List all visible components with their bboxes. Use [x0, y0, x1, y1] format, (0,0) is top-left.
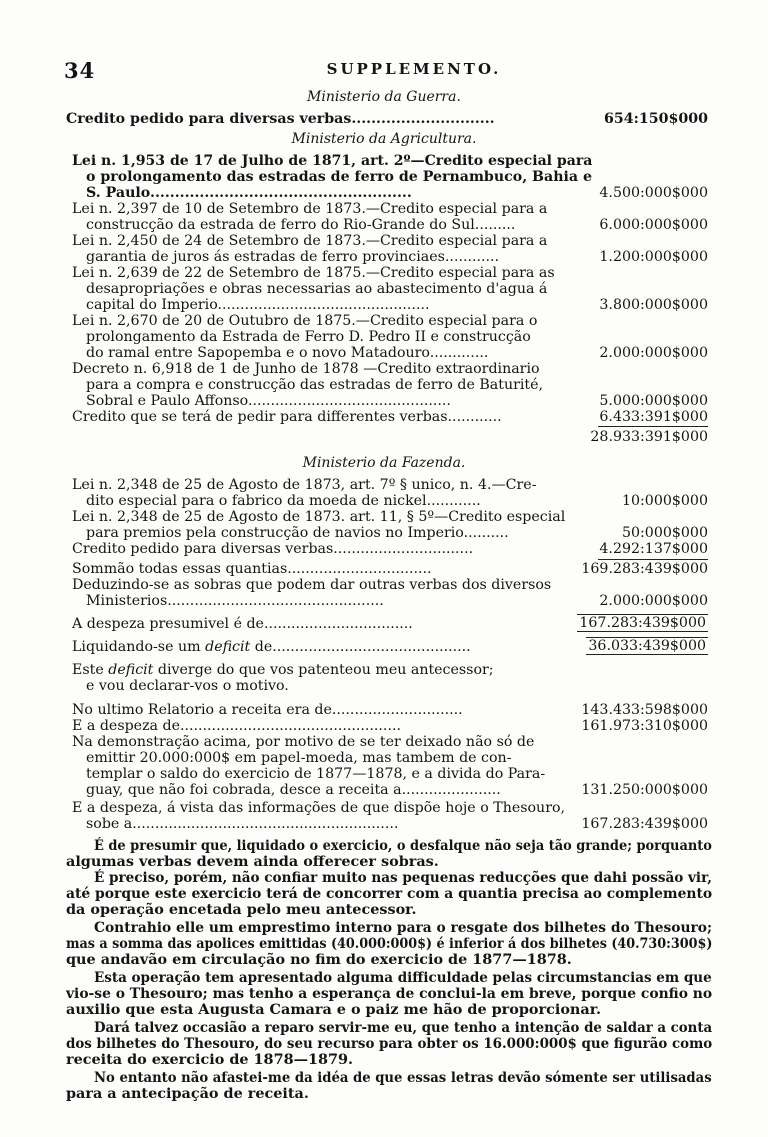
sum-rule	[598, 559, 708, 560]
vista-amount: 167.283:439$000	[581, 816, 708, 832]
este-line-1: Este deficit diverge do que vos patenteou meu antecessor;	[72, 662, 494, 678]
guerra-credit-amount: 654:150$000	[604, 111, 708, 127]
agri-entry-4-line-1: Lei n. 2,639 de 22 de Setembro de 1875.—Credito especial para as	[72, 265, 555, 281]
deduct-line-1: Deduzindo-se as sobras que podem dar outras verbas dos diversos	[72, 577, 552, 593]
agri-entry-2-line-1: Lei n. 2,397 de 10 de Setembro de 1873.—Credito especial para a	[72, 201, 548, 217]
agri-entry-2-line-2: construcção da estrada de ferro do Rio-Grande do Sul.........	[86, 217, 516, 233]
demo-line-3: templar o saldo do exercicio de 1877—1878, e a divida do Para-	[86, 766, 546, 782]
agri-entry-3-line-1: Lei n. 2,450 de 24 de Setembro de 1873.—Credito especial para a	[72, 233, 548, 249]
agri-entry-6-line-1: Decreto n. 6,918 de 1 de Junho de 1878 —Credito extraordinario	[72, 361, 540, 377]
agri-entry-5-line-2: prolongamento da Estrada de Ferro D. Pedro II e construcção	[86, 329, 531, 345]
para-4-line-1: Esta operação tem apresentado alguma difficuldade pelas circumstancias em que	[94, 969, 712, 986]
sum-amount: 169.283:439$000	[581, 561, 708, 577]
agri-entry-5-line-1: Lei n. 2,670 de 20 de Outubro de 1875.—Credito especial para o	[72, 313, 538, 329]
para-3-line-2: mas a somma das apolices emittidas (40.000:000$) é inferior á dos bilhetes (40.730:300$)	[66, 935, 713, 952]
para-1-line-1: É de presumir que, liquidado o exercicio, o desfalque não seja tão grande; porquanto	[94, 837, 712, 854]
para-2-line-2: até porque este exercicio terá de concorrer com a quantia precisa ao complemento	[66, 885, 713, 902]
section-heading-fazenda: Ministerio da Fazenda.	[302, 455, 466, 471]
agri-entry-4-amount: 3.800:000$000	[599, 297, 708, 313]
para-2-line-3: da operação encetada pelo meu antecessor.	[66, 901, 417, 918]
agri-entry-6-line-3: Sobral e Paulo Affonso.............................................	[86, 393, 451, 409]
section-heading-guerra: Ministerio da Guerra.	[307, 89, 461, 105]
agri-entry-1-line-3: S. Paulo.....................................................	[86, 185, 412, 201]
despeza-label: E a despeza de.................................................	[72, 718, 401, 734]
section-heading-agricultura: Ministerio da Agricultura.	[291, 131, 477, 147]
page-number: 34	[64, 58, 96, 83]
receita-amount: 143.433:598$000	[581, 702, 708, 718]
agri-entry-5-amount: 2.000:000$000	[599, 345, 708, 361]
para-1-line-2: algumas verbas devem ainda offerecer sobras.	[66, 853, 439, 870]
para-5-line-3: receita do exercicio de 1878—1879.	[66, 1051, 354, 1068]
deficit-amount: 36.033:439$000	[588, 638, 706, 654]
agri-total-rule	[598, 426, 708, 427]
faz-entry-3-line-1: Credito pedido para diversas verbas...............................	[72, 541, 474, 557]
agri-entry-5-line-3: do ramal entre Sapopemba e o novo Matadouro.............	[86, 345, 489, 361]
para-5-line-1: Dará talvez occasião a reparo servir-me eu, que tenho a intenção de saldar a conta	[94, 1019, 713, 1036]
faz-entry-1-line-2: dito especial para o fabrico da moeda de nickel............	[86, 493, 481, 509]
para-6-line-2: para a antecipação de receita.	[66, 1085, 309, 1102]
faz-entry-2-line-2: para premios pela construcção de navios no Imperio..........	[86, 525, 509, 541]
faz-entry-2-line-1: Lei n. 2,348 de 25 de Agosto de 1873. art. 11, § 5º—Credito especial	[72, 509, 566, 525]
sum-label: Sommão todas essas quantias................................	[72, 561, 432, 577]
agri-entry-1-amount: 4.500:000$000	[599, 185, 708, 201]
para-3-line-1: Contrahio elle um emprestimo interno para o resgate dos bilhetes do Thesouro;	[94, 919, 713, 936]
deduct-line-2: Ministerios................................................	[86, 593, 384, 609]
guerra-credit-line: Credito pedido para diversas verbas.............................	[66, 111, 495, 127]
para-5-line-2: dos bilhetes do Thesouro, do seu recurso para obter os 16.000:000$ que figurão como	[66, 1035, 713, 1052]
para-4-line-3: auxilio que esta Augusta Camara e o paiz me hão de proporcionar.	[66, 1001, 601, 1018]
demo-line-2: emittir 20.000:000$ em papel-moeda, mas tambem de con-	[86, 750, 512, 766]
agri-total-amount: 28.933:391$000	[590, 429, 708, 445]
receita-label: No ultimo Relatorio a receita era de.............................	[72, 702, 463, 718]
demo-line-1: Na demonstração acima, por motivo de se ter deixado não só de	[72, 734, 535, 750]
este-line-2: e vou declarar-vos o motivo.	[86, 678, 289, 694]
faz-entry-3-amount: 4.292:137$000	[599, 541, 708, 557]
vista-line-2: sobe a...........................................................	[86, 816, 399, 832]
agri-entry-6-line-2: para a compra e construcção das estradas de ferro de Baturité,	[86, 377, 544, 393]
agri-entry-7-amount: 6.433:391$000	[599, 409, 708, 425]
deduct-amount: 2.000:000$000	[599, 593, 708, 609]
expense-amount: 167.283:439$000	[579, 615, 706, 631]
agri-entry-4-line-2: desapropriações e obras necessarias ao abastecimento d'agua á	[86, 281, 548, 297]
page-title: SUPPLEMENTO.	[326, 60, 502, 78]
para-3-line-3: que andavão em circulação no fim do exercicio de 1877—1878.	[66, 951, 572, 968]
para-6-line-1: No entanto não afastei-me da idéa de que essas letras devão sómente ser utilisadas	[94, 1069, 712, 1086]
faz-entry-1-line-1: Lei n. 2,348 de 25 de Agosto de 1873, art. 7º § unico, n. 4.—Cre-	[72, 477, 537, 493]
agri-entry-6-amount: 5.000:000$000	[599, 393, 708, 409]
vista-line-1: E a despeza, á vista das informações de que dispõe hoje o Thesouro,	[72, 800, 566, 816]
faz-entry-2-amount: 50:000$000	[621, 525, 708, 541]
liquidation-line: Liquidando-se um deficit de............................................	[72, 639, 471, 655]
demo-amount: 131.250:000$000	[581, 782, 708, 798]
agri-entry-7-line-1: Credito que se terá de pedir para differentes verbas............	[72, 409, 502, 425]
agri-entry-1-line-2: o prolongamento das estradas de ferro de Pernambuco, Bahia e	[86, 169, 592, 185]
agri-entry-3-line-2: garantia de juros ás estradas de ferro provinciaes............	[86, 249, 500, 265]
despeza-amount: 161.973:310$000	[581, 718, 708, 734]
agri-entry-3-amount: 1.200:000$000	[599, 249, 708, 265]
page-header	[64, 58, 724, 84]
expense-label: A despeza presumivel é de.................................	[72, 616, 413, 632]
faz-entry-1-amount: 10:000$000	[621, 493, 708, 509]
agri-entry-1-line-1: Lei n. 1,953 de 17 de Julho de 1871, art. 2º—Credito especial para	[72, 153, 593, 169]
demo-line-4: guay, que não foi cobrada, desce a receita a......................	[86, 782, 501, 798]
para-4-line-2: vio-se o Thesouro; mas tenho a esperança de conclui-la em breve, porque confio no	[66, 985, 713, 1002]
agri-entry-2-amount: 6.000:000$000	[599, 217, 708, 233]
agri-entry-4-line-3: capital do Imperio...............................................	[86, 297, 430, 313]
para-2-line-1: É preciso, porém, não confiar muito nas pequenas reducções que dahi possão vir,	[94, 869, 712, 886]
